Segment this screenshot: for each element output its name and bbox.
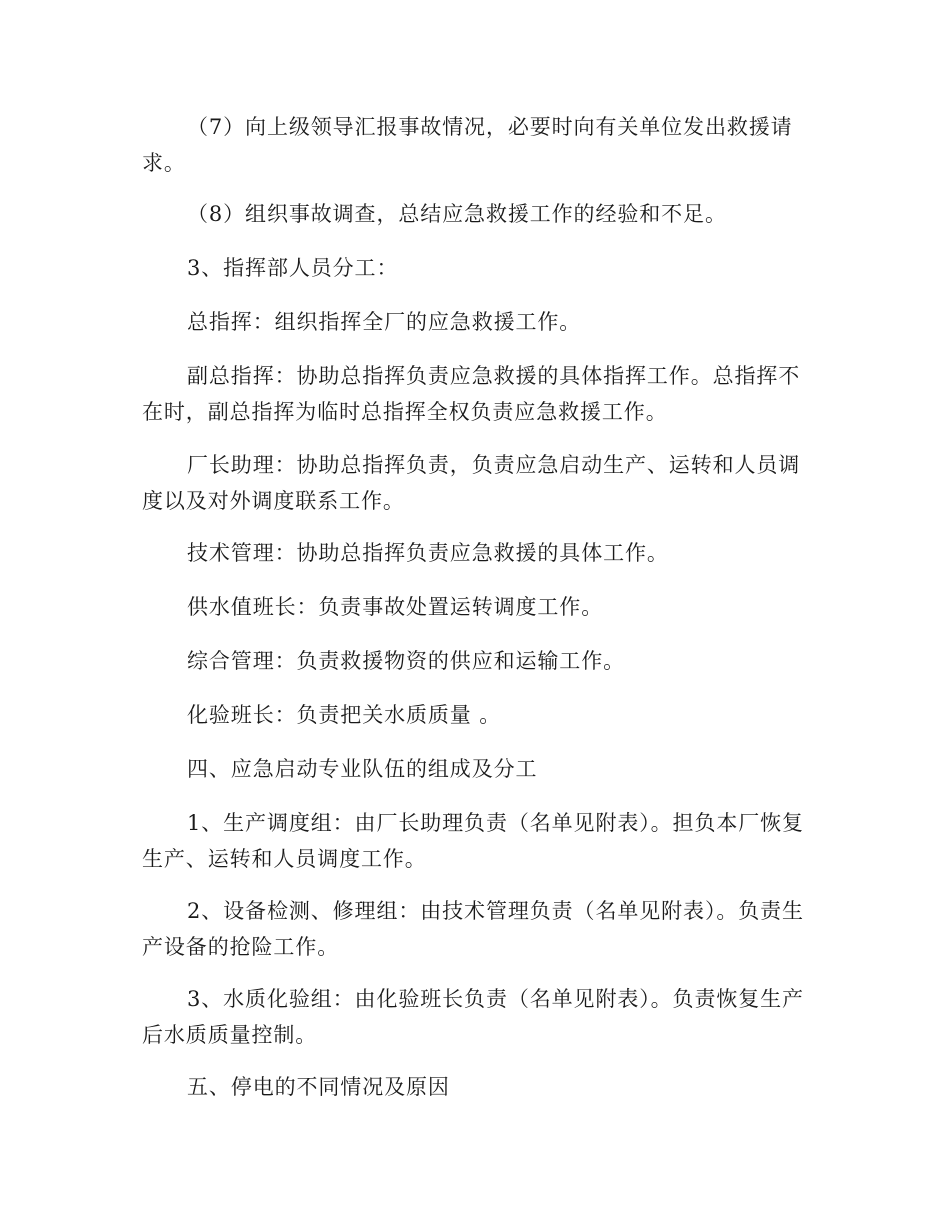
paragraph-technical-management: 技术管理：协助总指挥负责应急救援的具体工作。 <box>187 541 669 565</box>
paragraph-production-dispatch-group: 1、生产调度组：由厂长助理负责（名单见附表）。担负本厂恢复生产、运转和人员调度工作。 <box>142 811 804 871</box>
paragraph-water-quality-lab-group: 3、水质化验组：由化验班长负责（名单见附表）。负责恢复生产后水质质量控制。 <box>142 987 804 1047</box>
paragraph-general-management: 综合管理：负责救援物资的供应和运输工作。 <box>187 649 625 673</box>
heading-command-staff-division: 3、指挥部人员分工： <box>187 256 399 280</box>
paragraph-report-to-superiors: （7）向上级领导汇报事故情况，必要时向有关单位发出救援请求。 <box>142 115 793 175</box>
paragraph-lab-shift-leader: 化验班长：负责把关水质质量 。 <box>187 703 502 727</box>
paragraph-factory-assistant: 厂长助理：协助总指挥负责，负责应急启动生产、运转和人员调度以及对外调度联系工作。 <box>142 453 801 513</box>
paragraph-water-supply-shift-leader: 供水值班长：负责事故处置运转调度工作。 <box>187 595 604 619</box>
paragraph-deputy-commander: 副总指挥：协助总指挥负责应急救援的具体指挥工作。总指挥不在时，副总指挥为临时总指挥全权负责应急救援工作。 <box>142 364 801 424</box>
paragraph-chief-commander: 总指挥：组织指挥全厂的应急救援工作。 <box>187 310 582 334</box>
heading-power-outage-causes: 五、停电的不同情况及原因 <box>187 1075 450 1099</box>
paragraph-accident-investigation: （8）组织事故调查，总结应急救援工作的经验和不足。 <box>187 202 727 226</box>
heading-emergency-team-composition: 四、应急启动专业队伍的组成及分工 <box>187 757 538 781</box>
paragraph-equipment-repair-group: 2、设备检测、修理组：由技术管理负责（名单见附表）。负责生产设备的抢险工作。 <box>142 899 804 959</box>
